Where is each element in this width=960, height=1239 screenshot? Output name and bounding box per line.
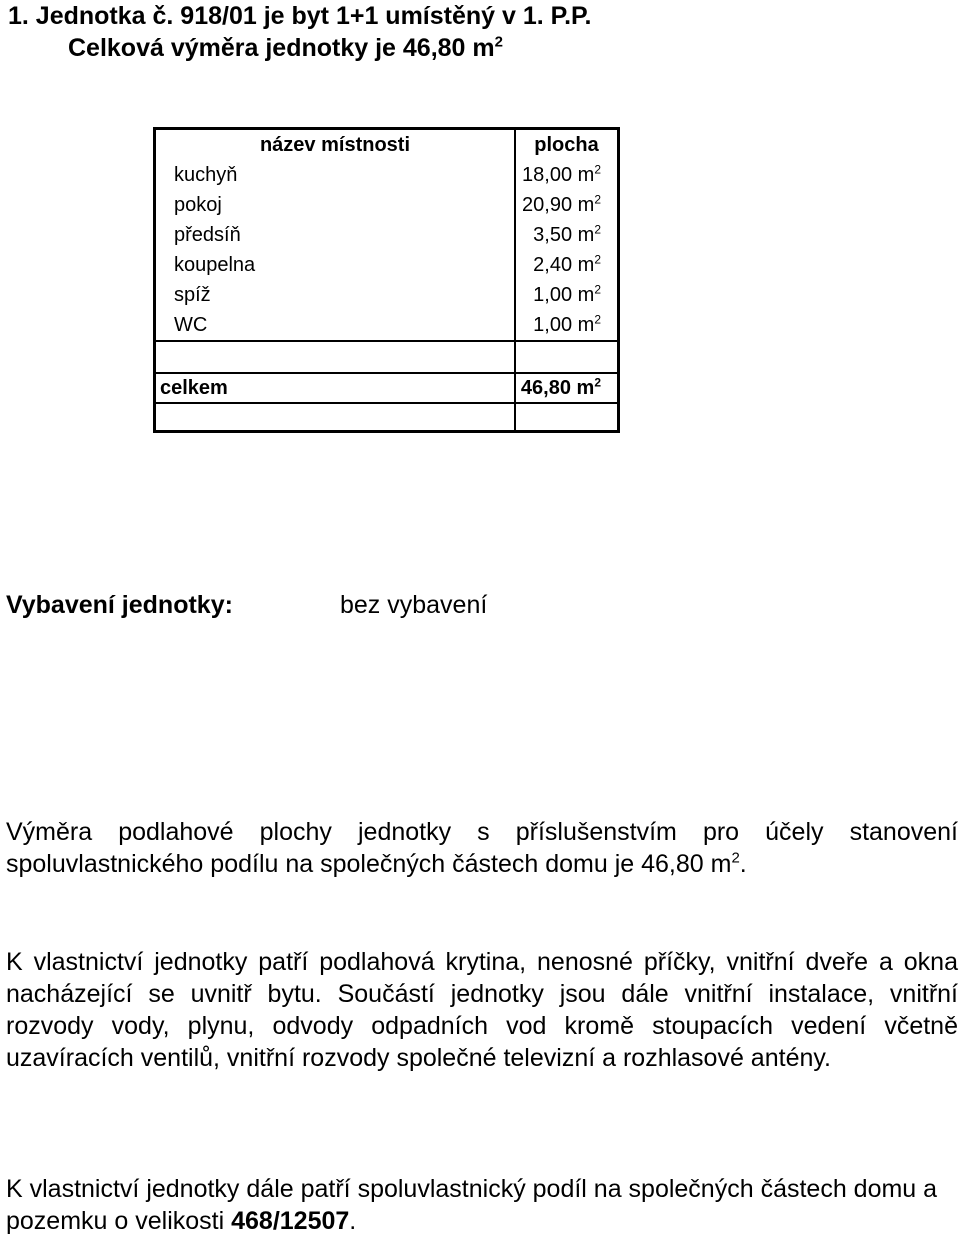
unit-title: 1. Jednotka č. 918/01 je byt 1+1 umístěný v 1. P.P. [8, 2, 592, 30]
room-area [515, 160, 619, 190]
unit-sup: 2 [594, 221, 601, 236]
ownership-paragraph: K vlastnictví jednotky patří podlahová krytina, nenosné příčky, vnitřní dveře a okna nacházející se uvnitř bytu. Součástí jednotky jsou dále vnitřní instalace, vnitřní rozvody vody, plynu, odvody odpadních vod kromě stoupacích vedení včetně uzavíracích ventilů, vnitřní rozvody společné televizní a rozhlasové antény. [6, 948, 958, 1072]
table-row [155, 220, 619, 250]
share-paragraph [6, 1173, 958, 1237]
total-area-heading [68, 34, 503, 63]
area-value: 1,00 m [533, 283, 595, 306]
unit-sup: 2 [594, 374, 601, 389]
empty-row [155, 403, 619, 432]
share-paragraph-text: K vlastnictví jednotky dále patří spoluvlastnický podíl na společných částech domu a pozemku o velikosti [6, 1175, 938, 1235]
room-area [515, 190, 619, 220]
area-paragraph-sup: 2 [731, 849, 740, 867]
room-name: WC [155, 310, 516, 341]
total-area-heading-text: Celková výměra jednotky je 46,80 m [68, 34, 495, 62]
empty-cell [155, 403, 516, 432]
table-row [155, 190, 619, 220]
room-area [515, 220, 619, 250]
area-value: 2,40 m [533, 253, 595, 276]
equipment-value: bez vybavení [340, 591, 488, 619]
area-value: 1,00 m [533, 313, 595, 336]
total-label: celkem [155, 373, 516, 403]
total-row [155, 373, 619, 403]
area-paragraph [6, 816, 958, 880]
room-area [515, 310, 619, 341]
area-paragraph-end: . [739, 850, 747, 878]
empty-row [155, 341, 619, 373]
rooms-table-body [155, 129, 619, 432]
empty-cell [155, 341, 516, 373]
total-area [515, 373, 619, 403]
area-paragraph-text: Výměra podlahové plochy jednotky s příslušenstvím pro účely stanovení spoluvlastnického podílu na společných částech domu je 46,80 m [6, 818, 958, 878]
total-area-heading-sup: 2 [494, 33, 503, 51]
room-name: spíž [155, 280, 516, 310]
table-row [155, 250, 619, 280]
area-value: 20,90 m [522, 193, 595, 216]
rooms-table [153, 127, 620, 433]
unit-sup: 2 [594, 161, 601, 176]
room-area [515, 250, 619, 280]
unit-sup: 2 [594, 311, 601, 326]
unit-sup: 2 [594, 191, 601, 206]
area-value: 46,80 m [520, 376, 595, 399]
table-header-row [155, 129, 619, 161]
empty-cell [515, 341, 619, 373]
header-area: plocha [534, 133, 599, 156]
room-name: koupelna [155, 250, 516, 280]
area-value: 18,00 m [522, 163, 595, 186]
equipment-label: Vybavení jednotky: [6, 591, 233, 619]
share-value: 468/12507 [231, 1207, 350, 1235]
room-name: předsíň [155, 220, 516, 250]
unit-sup: 2 [594, 281, 601, 296]
unit-sup: 2 [594, 251, 601, 266]
room-name: pokoj [155, 190, 516, 220]
table-row [155, 160, 619, 190]
table-row [155, 310, 619, 341]
room-name: kuchyň [155, 160, 516, 190]
empty-cell [515, 403, 619, 432]
header-room-name: název místnosti [155, 129, 516, 161]
room-area [515, 280, 619, 310]
table-row [155, 280, 619, 310]
share-paragraph-end: . [349, 1207, 357, 1235]
area-value: 3,50 m [533, 223, 595, 246]
